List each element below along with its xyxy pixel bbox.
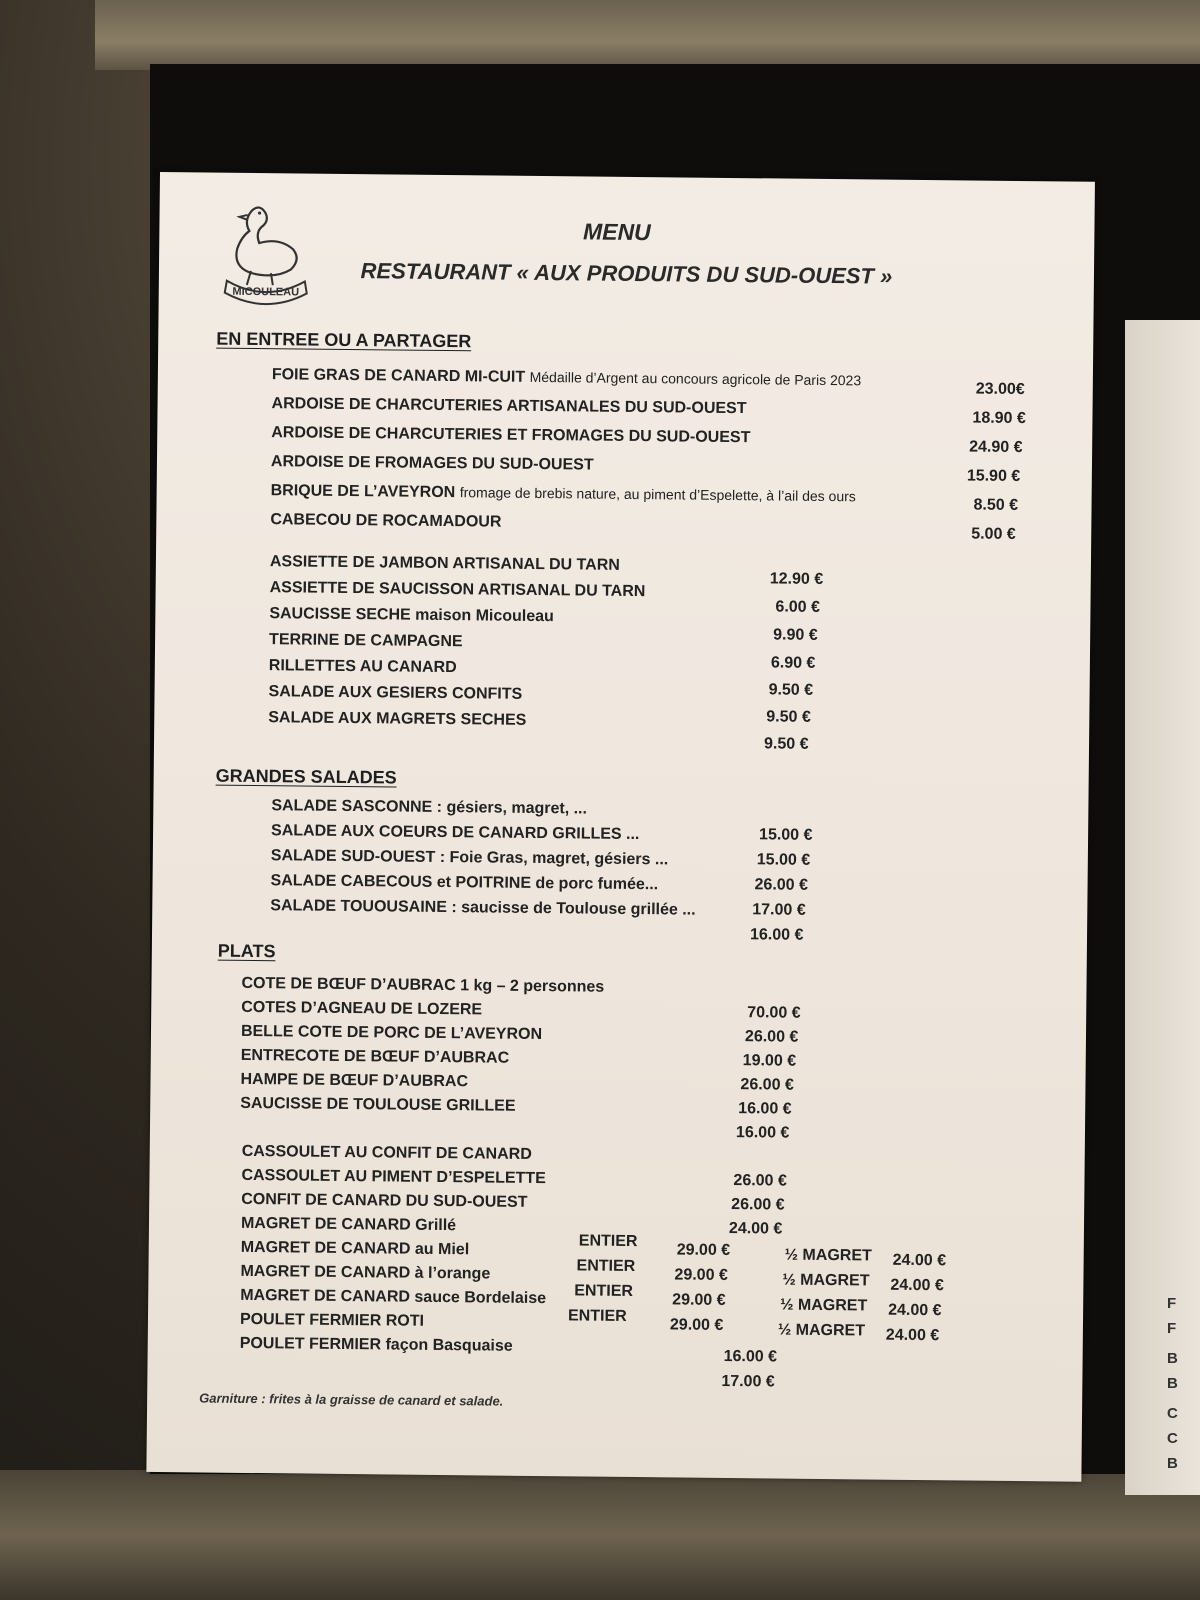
garniture-note: Garniture : frites à la graisse de canard et salade. [199,1390,504,1409]
item-price: 16.00 € [738,1100,792,1118]
item-price: 12.90 € [769,570,824,588]
half-magret-price: 24.00 € [892,1251,947,1270]
entier-price: 29.00 € [676,1241,731,1260]
menu-item: ARDOISE DE CHARCUTERIES ET FROMAGES DU SUD-OUEST [271,424,751,447]
edge-letter: B [1167,1375,1178,1392]
menu-item: FOIE GRAS DE CANARD MI-CUIT Médaille d’Argent au concours agricole de Paris 2023 [271,366,862,389]
menu-item: SALADE AUX GESIERS CONFITS [268,683,523,703]
menu-item: HAMPE DE BŒUF D’AUBRAC [240,1070,469,1091]
menu-item: MAGRET DE CANARD au Miel [240,1238,470,1259]
menu-item: SALADE AUX MAGRETS SECHES [268,709,527,729]
item-price: 16.00 € [735,1124,790,1142]
entier-label: ENTIER [574,1282,634,1301]
item-price: 26.00 € [754,876,809,894]
entier-label: ENTIER [576,1257,636,1276]
menu-item: COTE DE BŒUF D’AUBRAC 1 kg – 2 personnes [241,974,605,996]
menu-item: SALADE AUX COEURS DE CANARD GRILLES ... [271,822,640,844]
menu-item: MAGRET DE CANARD Grillé [240,1214,457,1235]
menu-page [146,172,1095,1482]
edge-letter: F [1167,1320,1177,1337]
menu-item: CASSOULET AU CONFIT DE CANARD [241,1142,532,1163]
item-price: 18.90 € [972,409,1026,428]
item-price: 16.00 € [749,926,804,944]
half-magret-label: ½ MAGRET [780,1296,868,1315]
menu-item: ARDOISE DE FROMAGES DU SUD-OUEST [270,453,594,474]
edge-letter: C [1167,1430,1178,1447]
menu-item: COTES D’AGNEAU DE LOZERE [241,998,483,1019]
half-magret-price: 24.00 € [885,1326,940,1345]
half-magret-price: 24.00 € [888,1301,942,1320]
menu-item: POULET FERMIER ROTI [239,1310,425,1330]
menu-item: ASSIETTE DE SAUCISSON ARTISANAL DU TARN [269,579,646,601]
item-price: 17.00 € [752,901,806,919]
menu-item: ENTRECOTE DE BŒUF D’AUBRAC [240,1046,510,1067]
menu-item: CONFIT DE CANARD DU SUD-OUEST [241,1190,528,1211]
menu-item: BELLE COTE DE PORC DE L’AVEYRON [240,1022,543,1044]
entier-label: ENTIER [578,1232,638,1251]
item-price: 9.50 € [768,681,814,699]
menu-item: SALADE SUD-OUEST : Foie Gras, magret, gésiers ... [270,847,669,869]
section-entree-heading: EN ENTREE OU A PARTAGER [216,328,472,352]
section-plats-heading: PLATS [217,940,276,962]
item-price: 24.00 € [728,1220,783,1238]
edge-letter: F [1167,1295,1177,1312]
menu-item: CABECOU DE ROCAMADOUR [270,511,502,531]
logo-text: MICOULEAU [232,285,300,299]
item-price: 24.90 € [969,438,1023,457]
item-price: 19.00 € [742,1052,797,1070]
edge-letter: C [1167,1405,1178,1422]
frame-top-border [95,0,1200,70]
section-salades-heading: GRANDES SALADES [215,765,397,788]
half-magret-label: ½ MAGRET [782,1271,870,1290]
item-price: 9.90 € [773,626,818,644]
item-price: 8.50 € [973,496,1019,515]
item-price: 17.00 € [721,1372,775,1391]
second-menu-page [1125,320,1200,1495]
item-price: 5.00 € [971,525,1016,543]
item-price: 15.00 € [759,826,813,844]
item-price: 26.00 € [731,1196,785,1214]
menu-item: SALADE CABECOUS et POITRINE de porc fumée... [270,872,659,894]
menu-item: ASSIETTE DE JAMBON ARTISANAL DU TARN [269,553,620,574]
menu-item: BRIQUE DE L’AVEYRON fromage de brebis nature, au piment d’Espelette, à l’ail des ours [270,482,856,505]
edge-letter: B [1167,1455,1178,1472]
menu-item: POULET FERMIER façon Basquaise [239,1334,513,1355]
item-price: 26.00 € [744,1028,799,1046]
menu-item: SALADE TOUOUSAINE : saucisse de Toulouse grillée ... [270,897,696,919]
item-price: 6.90 € [770,654,816,672]
item-price: 23.00€ [975,380,1025,399]
item-price: 70.00 € [747,1004,801,1022]
half-magret-price: 24.00 € [890,1276,944,1295]
menu-item: TERRINE DE CAMPAGNE [269,631,463,651]
menu-item: RILLETTES AU CANARD [268,657,457,677]
menu-item: MAGRET DE CANARD sauce Bordelaise [240,1286,547,1308]
entier-price: 29.00 € [669,1316,724,1334]
menu-item: SAUCISSE SECHE maison Micouleau [269,605,554,626]
restaurant-name: RESTAURANT « AUX PRODUITS DU SUD-OUEST » [360,258,893,289]
item-price: 6.00 € [775,598,821,616]
menu-title: MENU [582,218,651,246]
item-price: 9.50 € [763,735,809,753]
frame-bottom-border [0,1470,1200,1600]
item-price: 16.00 € [723,1347,778,1366]
menu-item: SALADE SASCONNE : gésiers, magret, ... [271,797,588,818]
menu-item: CASSOULET AU PIMENT D’ESPELETTE [241,1166,546,1188]
menu-item: SAUCISSE DE TOULOUSE GRILLEE [240,1094,516,1115]
entier-price: 29.00 € [674,1266,728,1285]
edge-letter: B [1167,1350,1178,1367]
half-magret-label: ½ MAGRET [777,1321,866,1340]
entier-label: ENTIER [567,1307,627,1325]
item-price: 26.00 € [740,1076,794,1094]
item-price: 26.00 € [733,1172,787,1190]
item-price: 15.90 € [966,467,1021,486]
menu-item: ARDOISE DE CHARCUTERIES ARTISANALES DU SUD-OUEST [271,395,747,418]
half-magret-label: ½ MAGRET [784,1246,872,1265]
menu-item: MAGRET DE CANARD à l’orange [240,1262,491,1283]
entier-price: 29.00 € [672,1291,726,1309]
item-price: 15.00 € [756,851,811,869]
item-price: 9.50 € [766,708,811,726]
